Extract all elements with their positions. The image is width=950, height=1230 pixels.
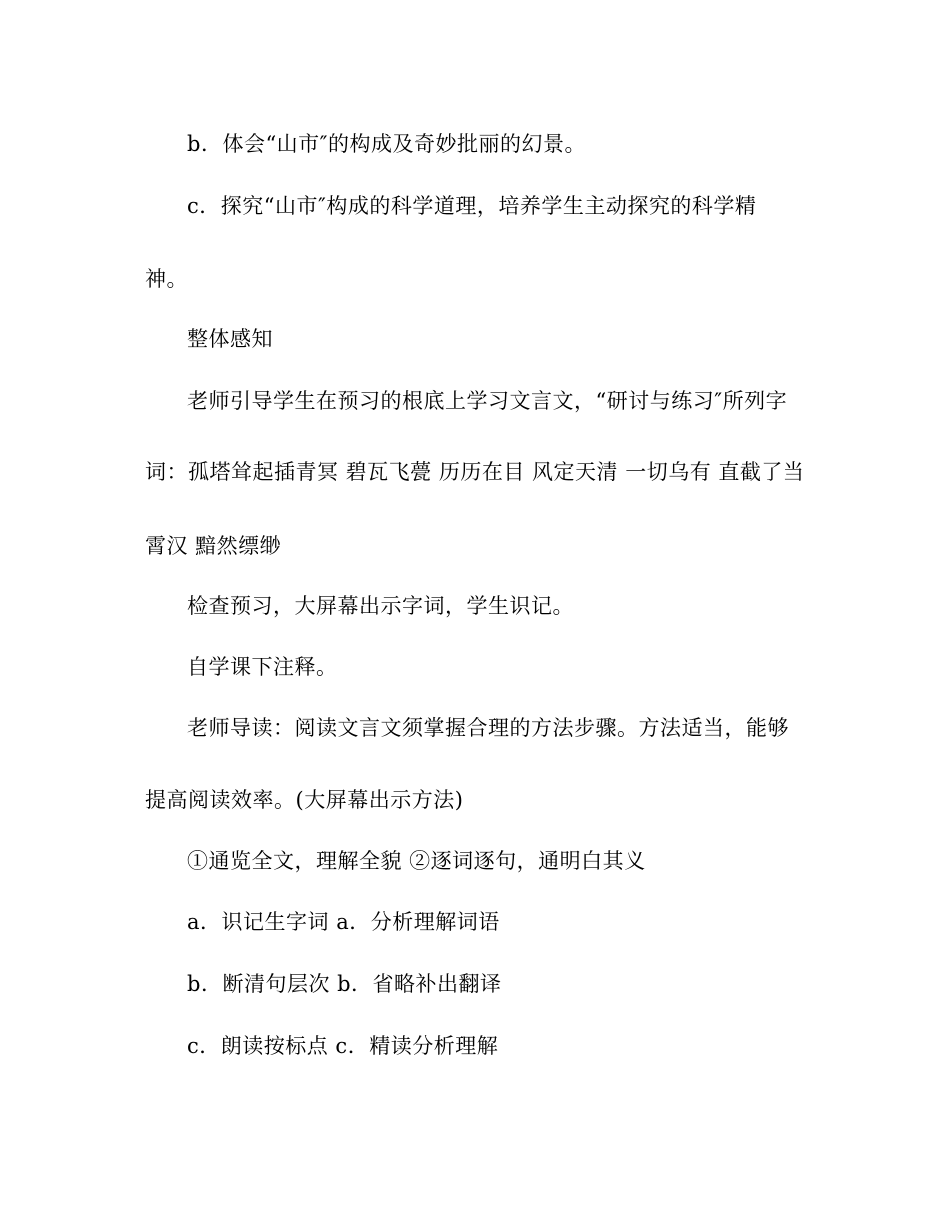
- paragraph-line: b．体会“山市″的构成及奇妙批丽的幻景。: [187, 132, 587, 156]
- paragraph-line: 老师引导学生在预习的根底上学习文言文，“研讨与练习″所列字: [187, 389, 788, 413]
- paragraph-line: 老师导读：阅读文言文须掌握合理的方法步骤。方法适当，能够: [187, 716, 789, 740]
- paragraph-line: 提高阅读效率。(大屏幕出示方法): [145, 788, 464, 812]
- paragraph-line: 霄汉 黯然缥缈: [145, 534, 282, 558]
- paragraph-line: 检查预习，大屏幕出示字词，学生识记。: [187, 594, 574, 618]
- section-heading: 整体感知: [187, 327, 273, 351]
- list-item: ①通览全文，理解全貌 ②逐词逐句，通明白其义: [187, 849, 646, 873]
- paragraph-line: 自学课下注释。: [187, 655, 338, 679]
- list-item: b．断清句层次 b．省略补出翻译: [187, 972, 502, 996]
- list-item: c．朗读按标点 c．精读分析理解: [187, 1034, 499, 1058]
- list-item: a．识记生字词 a．分析理解词语: [187, 910, 500, 934]
- paragraph-line: 神。: [145, 267, 188, 291]
- paragraph-line: c．探究“山市″构成的科学道理，培养学生主动探究的科学精: [187, 194, 757, 218]
- paragraph-line: 词：孤塔耸起插青冥 碧瓦飞甍 历历在目 风定天清 一切乌有 直截了当: [145, 460, 805, 484]
